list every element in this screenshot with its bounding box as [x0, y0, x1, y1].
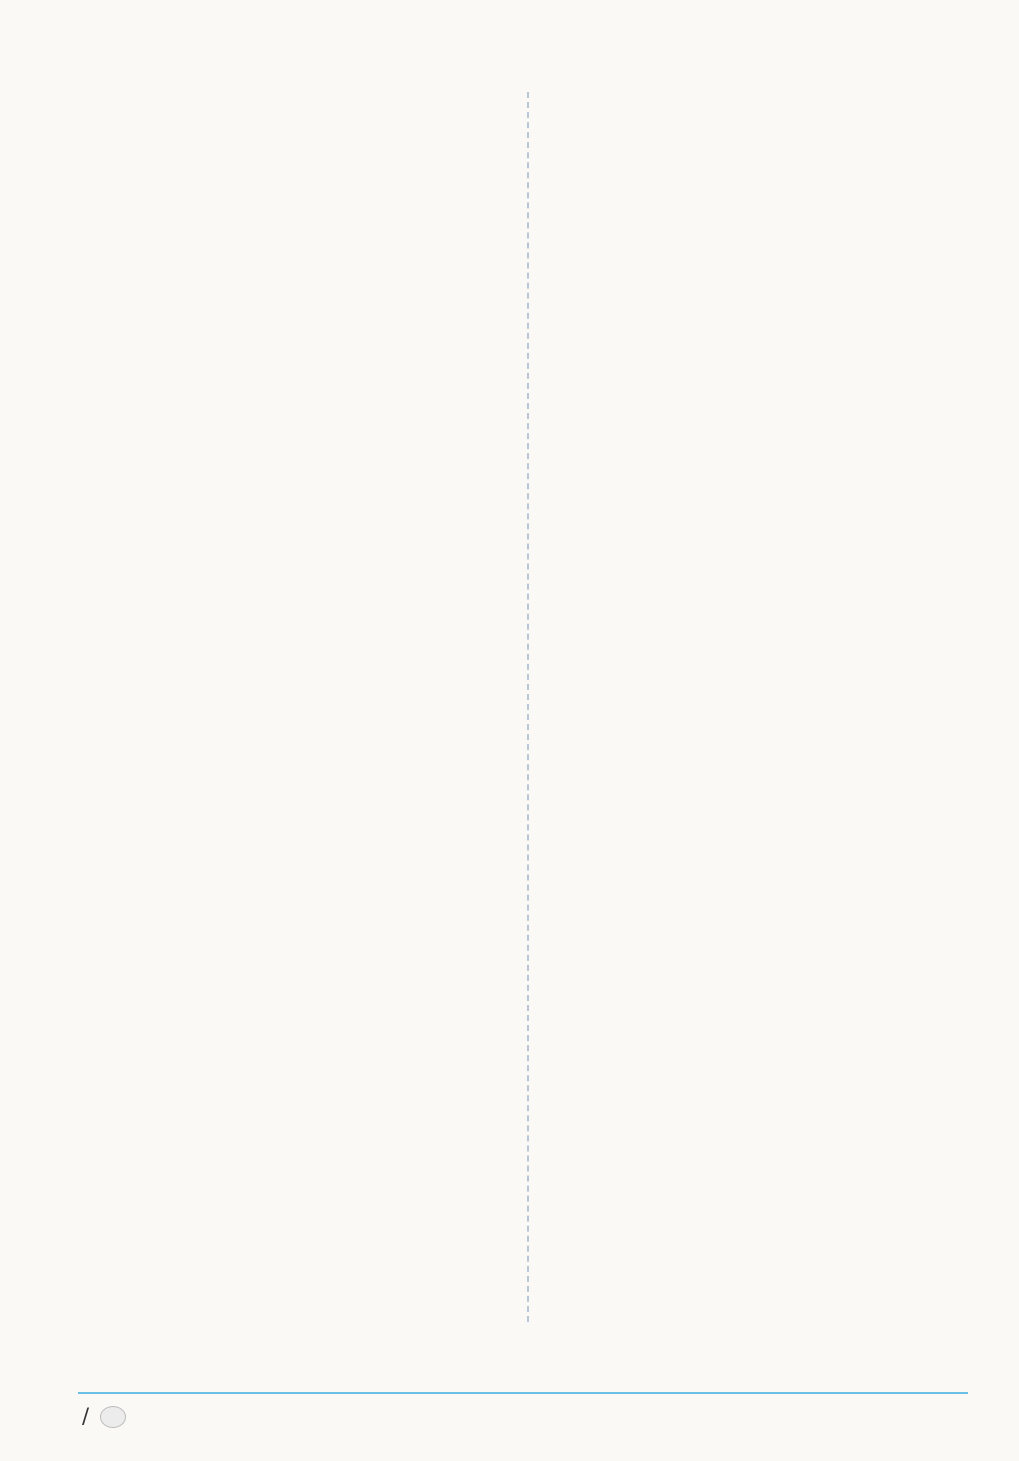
divider: [527, 92, 529, 1322]
footer-rule: [78, 1392, 968, 1394]
page-number: /: [82, 1404, 126, 1428]
edition-badge: [100, 1406, 126, 1428]
